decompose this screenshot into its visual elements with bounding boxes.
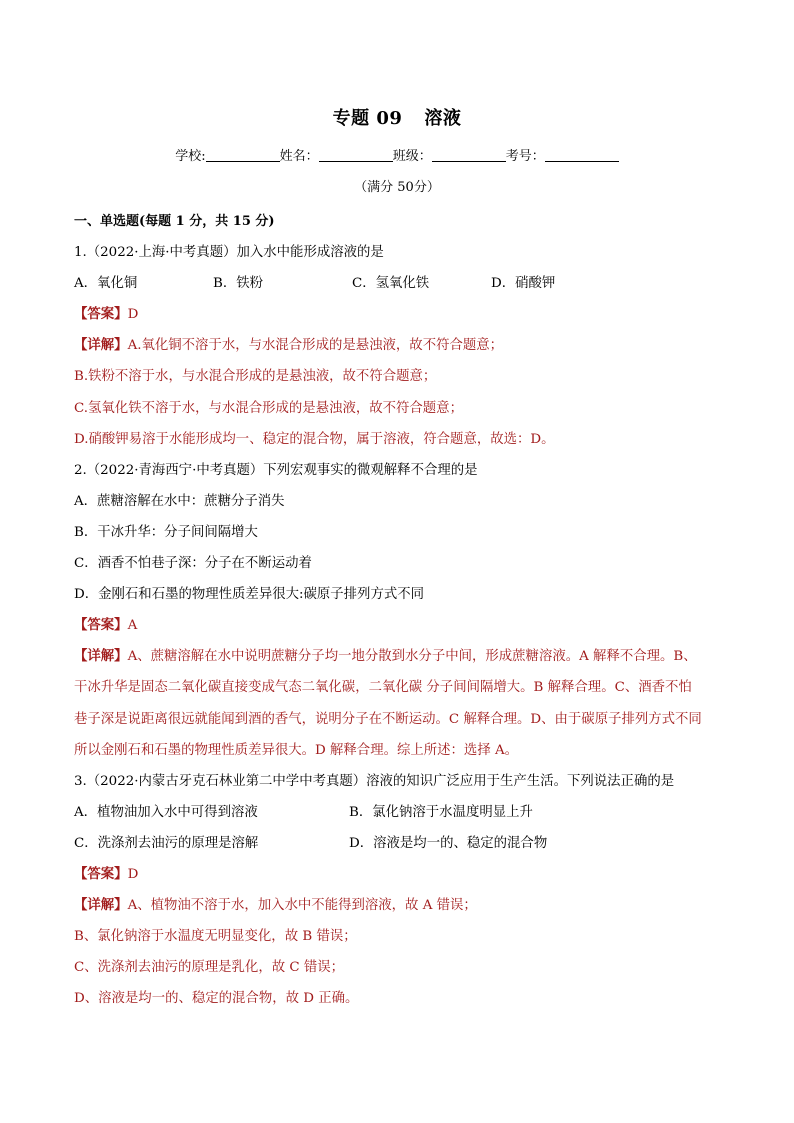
q1-option-d: D．硝酸钾 — [491, 276, 556, 292]
question-3-stem: 3.（2022·内蒙古牙克石林业第二中学中考真题）溶液的知识广泛应用于生产生活。下列说法正确的是 — [74, 773, 675, 789]
question-1-detail-line: B.铁粉不溶于水，与水混合形成的是悬浊液，故不符合题意； — [74, 369, 437, 385]
question-3-detail-line: B、氯化钠溶于水温度无明显变化，故 B 错误； — [74, 929, 357, 945]
answer-label: 【答案】 — [74, 306, 128, 323]
question-2-stem: 2.（2022·青海西宁·中考真题）下列宏观事实的微观解释不合理的是 — [74, 462, 478, 478]
content-body — [74, 206, 734, 1014]
question-1-answer — [74, 299, 734, 330]
full-score: （满分 50分） — [354, 180, 440, 195]
answer-value: A — [127, 618, 138, 634]
answer-value: D — [127, 307, 139, 323]
question-2-answer — [74, 610, 734, 641]
question-3-detail-line — [74, 890, 734, 921]
q2-option-d: D．金刚石和石墨的物理性质差异很大:碳原子排列方式不同 — [74, 587, 425, 603]
title-prefix: 专题 09 — [332, 108, 403, 129]
question-1-stem: 1.（2022·上海·中考真题）加入水中能形成溶液的是 — [74, 245, 384, 261]
q3-option-b: B．氯化钠溶于水温度明显上升 — [349, 804, 533, 820]
q3-option-c: C．洗涤剂去油污的原理是溶解 — [74, 835, 259, 851]
question-1-detail-line: D.硝酸钾易溶于水能形成均一、稳定的混合物，属于溶液，符合题意，故选：D。 — [74, 431, 555, 447]
class-label: 班级： — [392, 149, 432, 164]
question-1-detail-line — [74, 330, 734, 361]
page-title — [0, 104, 794, 130]
student-info-line — [0, 145, 794, 164]
class-blank — [432, 149, 506, 162]
answer-value: D — [127, 866, 139, 882]
exam-no-label: 考号： — [505, 149, 545, 164]
detail-text: A.氧化铜不溶于水，与水混合形成的是悬浊液，故不符合题意； — [127, 338, 504, 354]
q1-option-a: A．氧化铜 — [74, 276, 138, 292]
detail-text: A、蔗糖溶解在水中说明蔗糖分子均一地分散到水分子中间，形成蔗糖溶液。A 解释不合理。B、 — [127, 649, 697, 665]
q3-option-d: D．溶液是均一的、稳定的混合物 — [349, 835, 548, 851]
title-main: 溶液 — [424, 108, 462, 129]
q1-option-b: B．铁粉 — [213, 276, 264, 292]
question-3-detail-line: D、溶液是均一的、稳定的混合物，故 D 正确。 — [74, 991, 359, 1007]
name-blank — [319, 149, 393, 162]
answer-label: 【答案】 — [74, 617, 128, 634]
section-heading: 一、单选题(每题 1 分，共 15 分) — [74, 214, 275, 229]
name-label: 姓名： — [279, 149, 319, 164]
q2-option-b: B．干冰升华：分子间间隔增大 — [74, 524, 258, 540]
q2-option-a: A．蔗糖溶解在水中：蔗糖分子消失 — [74, 493, 285, 509]
detail-label: 【详解】 — [74, 897, 128, 914]
question-3-answer — [74, 859, 734, 890]
question-2-detail-line — [74, 641, 734, 672]
question-1-options — [74, 268, 734, 299]
question-2-detail-line: 干冰升华是固态二氧化碳直接变成气态二氧化碳，二氧化碳 分子间间隔增大。B 解释合理。C、酒香不怕 — [74, 680, 692, 696]
question-2-detail-line: 所以金刚石和石墨的物理性质差异很大。D 解释合理。综上所述：选择 A。 — [74, 742, 519, 758]
question-3-options-row-2 — [74, 828, 734, 859]
q1-option-c: C．氢氧化铁 — [352, 276, 430, 292]
exam-no-blank — [545, 149, 619, 162]
question-2-detail-line: 巷子深是说距离很远就能闻到酒的香气，说明分子在不断运动。C 解释合理。D、由于碳原子排列方式不同 — [74, 711, 702, 727]
school-blank — [206, 149, 280, 162]
q3-option-a: A．植物油加入水中可得到溶液 — [74, 804, 258, 820]
detail-label: 【详解】 — [74, 337, 128, 354]
question-3-options-row-1 — [74, 797, 734, 828]
question-3-detail-line: C、洗涤剂去油污的原理是乳化，故 C 错误； — [74, 960, 345, 976]
detail-text: A、植物油不溶于水，加入水中不能得到溶液，故 A 错误； — [127, 898, 477, 914]
detail-label: 【详解】 — [74, 648, 128, 665]
answer-label: 【答案】 — [74, 865, 128, 882]
question-1-detail-line: C.氢氧化铁不溶于水，与水混合形成的是悬浊液，故不符合题意； — [74, 400, 463, 416]
q2-option-c: C．酒香不怕巷子深：分子在不断运动着 — [74, 556, 312, 572]
school-label: 学校: — [175, 149, 206, 164]
